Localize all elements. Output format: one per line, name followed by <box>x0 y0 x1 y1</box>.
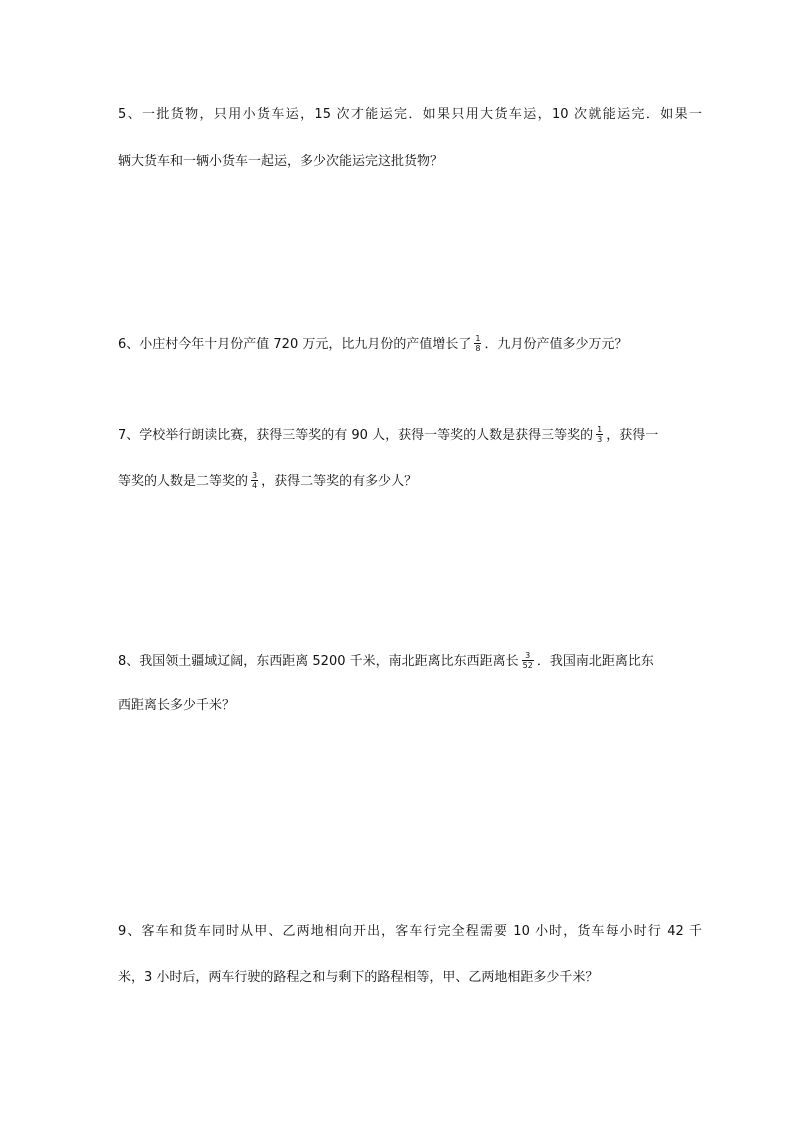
fraction-one-third: $\frac{1}{3}$ <box>597 426 603 444</box>
problem-7-text-pre: 7、学校举行朗读比赛，获得三等奖的有 90 人，获得一等奖的人数是获得三等奖的 <box>118 428 594 443</box>
problem-7-line-1 <box>118 426 702 445</box>
fraction-three-quarters: $\frac{3}{4}$ <box>252 472 258 490</box>
problem-8-text-post: ．我国南北距离比东 <box>536 654 654 669</box>
problem-8-line-2: 西距离长多少千米？ <box>118 698 236 713</box>
problem-5-line-1: 5、一批货物，只用小货车运，15 次才能运完．如果只用大货车运，10 次就能运完．如果一 <box>118 107 702 122</box>
problem-9-line-1: 9、客车和货车同时从甲、乙两地相向开出，客车行完全程需要 10 小时，货车每小时行 42 千 <box>118 924 702 939</box>
problem-6-line-1 <box>118 335 702 354</box>
problem-6-text-post: ．九月份产值多少万元？ <box>484 337 628 352</box>
problem-7-line-2-pre: 等奖的人数是二等奖的 <box>118 474 249 489</box>
problem-7-text-post: ，获得一 <box>606 428 659 443</box>
fraction-one-eighth: $\frac{1}{8}$ <box>475 335 481 353</box>
problem-5-line-2: 辆大货车和一辆小货车一起运，多少次能运完这批货物？ <box>118 154 444 169</box>
problem-8-text-pre: 8、我国领土疆域辽阔，东西距离 5200 千米，南北距离比东西距离长 <box>118 654 519 669</box>
problem-7-line-2 <box>118 472 702 491</box>
problem-6-text-pre: 6、小庄村今年十月份产值 720 万元，比九月份的产值增长了 <box>118 337 472 352</box>
fraction-three-fiftyseconds: $\frac{3}{52}$ <box>522 652 533 670</box>
problem-9-line-2: 米，3 小时后，两车行驶的路程之和与剩下的路程相等，甲、乙两地相距多少千米？ <box>118 970 599 985</box>
problem-8-line-1 <box>118 652 702 671</box>
problem-7-line-2-post: ，获得二等奖的有多少人？ <box>261 474 418 489</box>
